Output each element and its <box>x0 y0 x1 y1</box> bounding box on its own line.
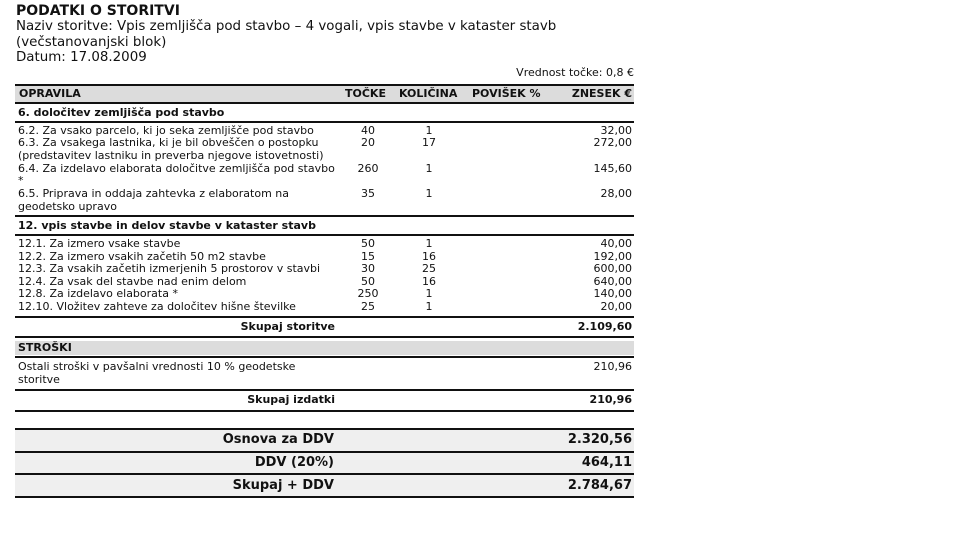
row-quantity: 1 <box>425 187 433 200</box>
costs-description: storitve <box>18 373 60 386</box>
row-points: 30 <box>361 262 375 275</box>
document-header <box>16 3 636 66</box>
row-amount: 20,00 <box>600 299 632 313</box>
divider <box>15 410 634 412</box>
row-points: 260 <box>357 162 379 175</box>
costs-total-value: 210,96 <box>589 393 632 406</box>
col-header-points: TOČKE <box>345 87 386 100</box>
vat-base-label: Osnova za DDV <box>222 432 334 447</box>
grand-total-label: Skupaj + DDV <box>232 478 334 493</box>
row-quantity: 16 <box>422 274 436 288</box>
costs-title: STROŠKI <box>18 341 72 354</box>
row-amount: 140,00 <box>593 287 632 300</box>
divider <box>15 336 634 338</box>
divider <box>15 389 634 391</box>
row-quantity: 1 <box>425 287 433 300</box>
col-header-amount: ZNESEK € <box>571 87 632 100</box>
divider <box>15 215 634 217</box>
divider <box>15 316 634 318</box>
row-quantity: 1 <box>425 124 433 137</box>
costs-amount: 210,96 <box>593 360 632 373</box>
point-value: Vrednost točke: 0,8 € <box>516 66 634 79</box>
row-points: 20 <box>361 136 375 149</box>
costs-header-band <box>15 341 634 355</box>
row-description: geodetsko upravo <box>18 200 117 213</box>
row-quantity: 25 <box>422 262 436 275</box>
row-description: 12.4. Za vsak del stavbe nad enim delom <box>18 274 247 288</box>
divider <box>15 356 634 358</box>
row-points: 50 <box>361 237 375 250</box>
row-points: 15 <box>361 249 375 263</box>
divider <box>15 121 634 123</box>
row-description: 6.4. Za izdelavo elaborata določitve zemljišča pod stavbo <box>18 162 335 175</box>
divider <box>15 234 634 236</box>
row-description: * <box>18 174 24 187</box>
row-quantity: 1 <box>425 237 433 250</box>
row-amount: 28,00 <box>600 187 632 200</box>
row-description: 6.5. Priprava in oddaja zahtevka z elaboratom na <box>18 187 290 200</box>
row-quantity: 1 <box>425 299 433 313</box>
row-description: 12.1. Za izmero vsake stavbe <box>18 237 181 250</box>
row-description: 6.3. Za vsakega lastnika, ki je bil obveščen o postopku <box>18 136 319 149</box>
row-points: 50 <box>361 274 375 288</box>
row-amount: 145,60 <box>593 162 632 175</box>
row-amount: 192,00 <box>593 249 632 263</box>
row-amount: 40,00 <box>600 237 632 250</box>
row-description: 12.8. Za izdelavo elaborata * <box>18 287 178 300</box>
row-amount: 640,00 <box>593 274 632 288</box>
row-quantity: 17 <box>422 136 436 149</box>
section-title: 12. vpis stavbe in delov stavbe v kataster stavb <box>18 219 316 232</box>
divider <box>15 496 634 498</box>
row-points: 250 <box>357 287 379 300</box>
col-header-quantity: KOLIČINA <box>399 87 458 100</box>
col-header-task: OPRAVILA <box>19 87 81 100</box>
vat-value: 464,11 <box>581 455 632 470</box>
row-description: 12.2. Za izmero vsakih začetih 50 m2 stavbe <box>18 249 266 263</box>
row-amount: 32,00 <box>600 124 632 137</box>
row-description: 12.10. Vložitev zahteve za določitev hišne številke <box>18 299 296 313</box>
costs-description: Ostali stroški v pavšalni vrednosti 10 % geodetske <box>18 360 296 373</box>
row-description: (predstavitev lastniku in preverba njegove istovetnosti) <box>18 149 324 162</box>
divider <box>15 102 634 104</box>
row-quantity: 1 <box>425 162 433 175</box>
costs-total-label: Skupaj izdatki <box>247 393 335 406</box>
section-title: 6. določitev zemljišča pod stavbo <box>18 106 225 119</box>
row-amount: 272,00 <box>593 136 632 149</box>
col-header-surcharge: POVIŠEK % <box>472 87 541 100</box>
document-title: PODATKI O STORITVI <box>16 3 180 19</box>
column-header-band <box>15 86 634 102</box>
vat-base-value: 2.320,56 <box>567 432 632 447</box>
services-total-label: Skupaj storitve <box>240 320 335 333</box>
row-quantity: 16 <box>422 249 436 263</box>
service-name: Naziv storitve: Vpis zemljišča pod stavbo – 4 vogali, vpis stavbe v kataster stavb <box>16 19 557 34</box>
services-total-value: 2.109,60 <box>577 320 632 333</box>
service-name-continued: (večstanovanjski blok) <box>16 34 167 50</box>
row-points: 35 <box>361 187 375 200</box>
row-points: 40 <box>361 124 375 137</box>
row-points: 25 <box>361 299 375 313</box>
document-date: Datum: 17.08.2009 <box>16 50 147 65</box>
vat-label: DDV (20%) <box>254 455 334 470</box>
row-amount: 600,00 <box>593 262 632 275</box>
row-description: 6.2. Za vsako parcelo, ki jo seka zemljišče pod stavbo <box>18 124 314 137</box>
row-description: 12.3. Za vsakih začetih izmerjenih 5 prostorov v stavbi <box>18 262 321 275</box>
grand-total-value: 2.784,67 <box>567 478 632 493</box>
